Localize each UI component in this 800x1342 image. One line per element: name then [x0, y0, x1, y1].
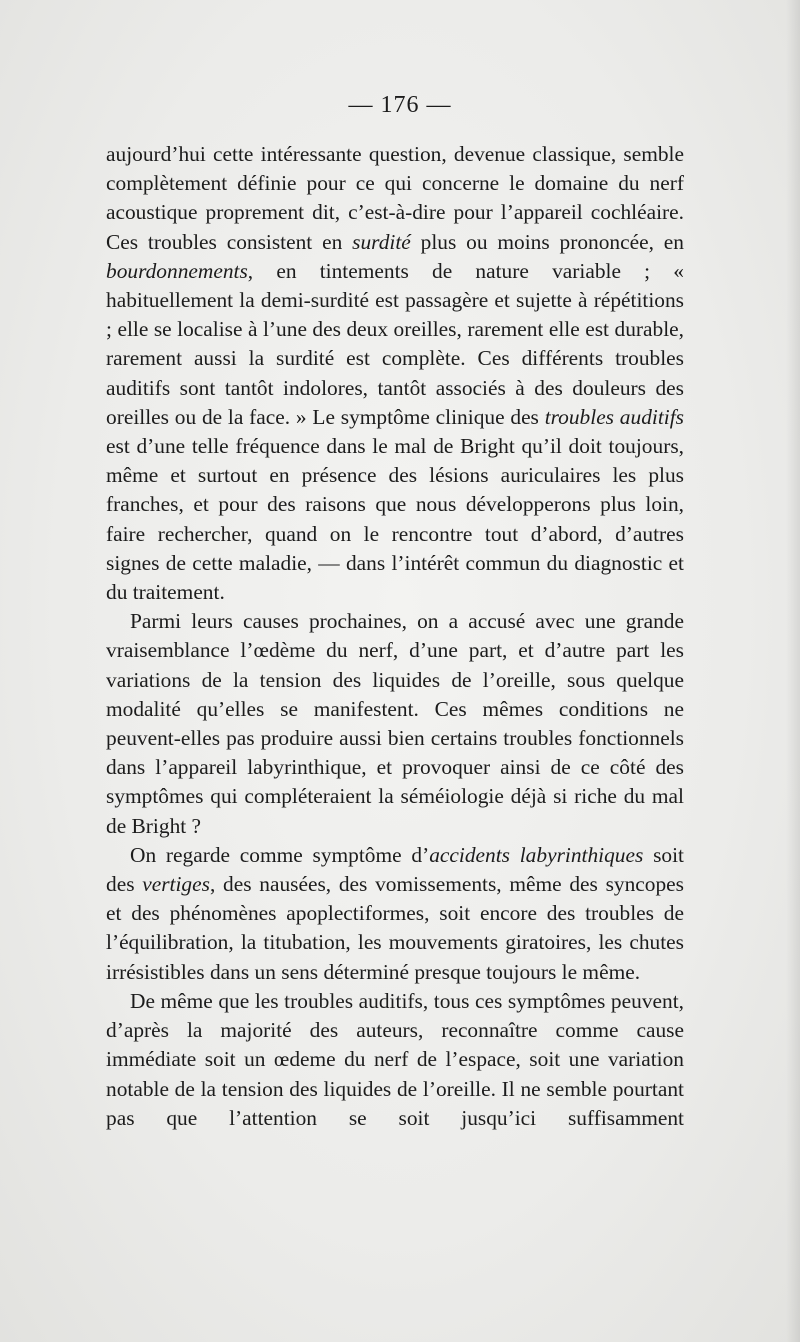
text-run: est d’une telle fréquence dans le mal de Bright qu’il doit toujours, même et surtout en présence des lésions auriculaires les plus franches, et pour des raisons que nous développerons plus loin, faire rechercher, quand on le rencontre tout d’abord, d’autres signes de cette maladie, — dans l’intérêt commun du diagnostic et du traitement.: [106, 434, 684, 605]
body-text: [106, 140, 684, 1133]
text-run: , en tintements de nature variable ; « habituellement la demi-surdité est passagère et sujette à répétitions ; elle se localise à l’une des deux oreilles, rarement elle est durable, rarement aussi la surdité est complète. Ces différents troubles auditifs sont tantôt indolores, tantôt associés à des douleurs des oreilles ou de la face. » Le symptôme clinique des: [106, 258, 684, 429]
italic-term: bourdonnements: [106, 258, 248, 283]
text-run: Parmi leurs causes prochaines, on a accusé avec une grande vraisemblance l’œdème du nerf, d’une part, et d’autre part les variations de la tension des liquides de l’oreille, sous quelque modalité qu’elles se manifestent. Ces mêmes conditions ne peuvent-elles pas produire aussi bien certains troubles fonctionnels dans l’appareil labyrinthique, et provoquer ainsi de ce côté des symptômes qui compléteraient la séméiologie déjà si riche du mal de Bright ?: [106, 609, 684, 838]
italic-term: vertiges: [142, 872, 210, 897]
text-run: soit des: [106, 842, 684, 897]
paragraph-2: [106, 607, 684, 841]
page-edge-shadow: [786, 0, 800, 1342]
text-run: On regarde comme symptôme d’: [130, 842, 430, 867]
italic-term: troubles auditifs: [544, 404, 684, 429]
paragraph-1: [106, 140, 684, 607]
italic-term: accidents labyrinthiques: [429, 842, 644, 867]
italic-term: surdité: [352, 229, 411, 254]
text-run: , des nausées, des vomissements, même des syncopes et des phénomènes apoplectiformes, soit encore des troubles de l’équilibration, la titubation, les mouvements giratoires, les chutes irrésistibles dans un sens déterminé presque toujours le même.: [106, 872, 684, 984]
text-run: plus ou moins prononcée, en: [410, 229, 684, 254]
text-run: De même que les troubles auditifs, tous ces symptômes peuvent, d’après la majorité des auteurs, reconnaître comme cause immédiate soit un œdeme du nerf de l’espace, soit une variation notable de la tension des liquides de l’oreille. Il ne semble pourtant pas que l’attention se soit jusqu’ici suffisamment: [106, 988, 684, 1130]
page-number: — 176 —: [348, 92, 452, 118]
text-run: aujourd’hui cette intéressante question, devenue classique, semble complètement définie pour ce qui concerne le domaine du nerf acoustique proprement dit, c’est-à-dire pour l’appareil cochléaire. Ces troubles consistent en: [106, 142, 684, 254]
paragraph-3: [106, 841, 684, 987]
paragraph-4: [106, 987, 684, 1133]
